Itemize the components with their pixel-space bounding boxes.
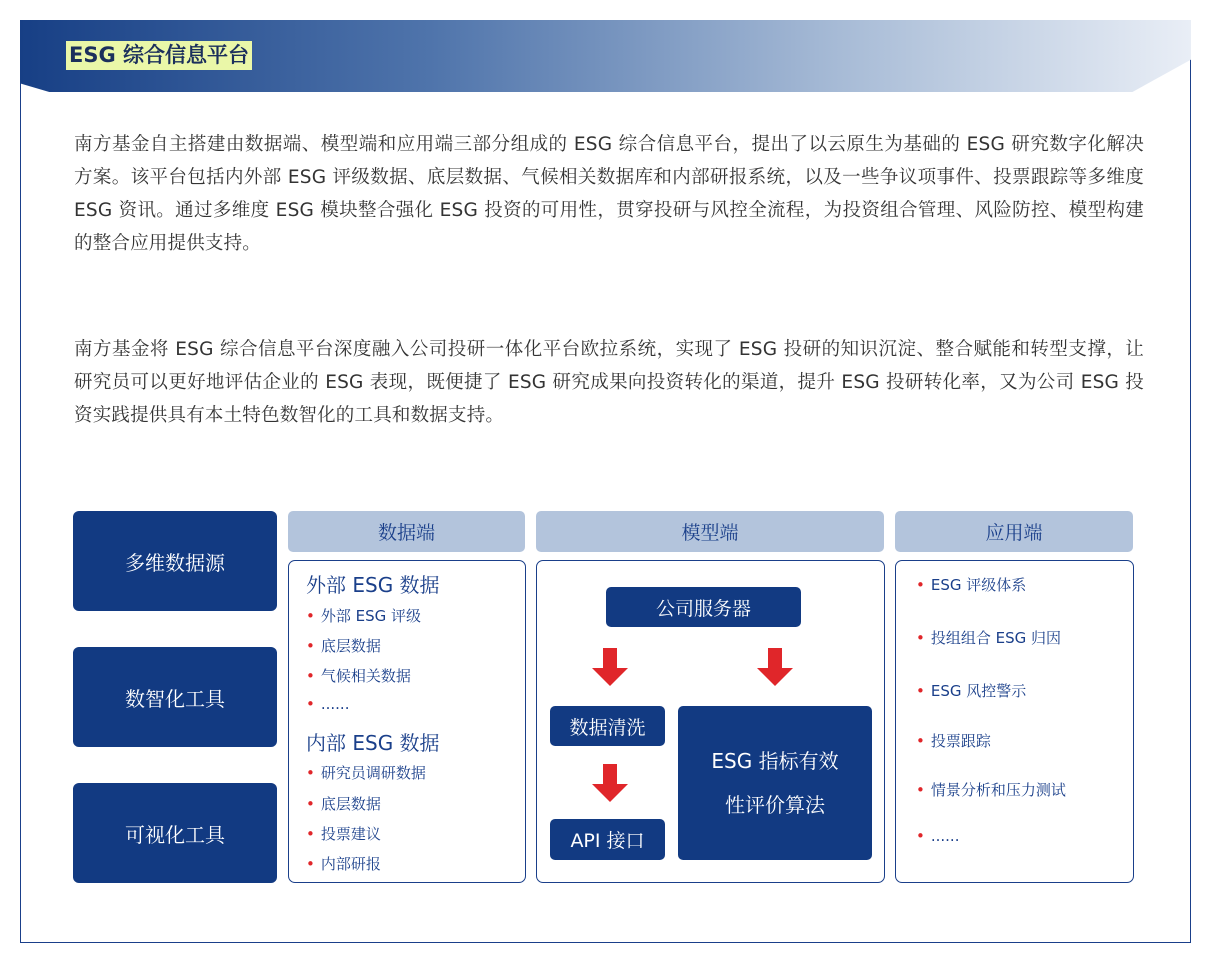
- app-item: • 投票跟踪: [916, 730, 991, 751]
- external-item: • ......: [306, 695, 349, 713]
- header-app-end: 应用端: [895, 511, 1133, 552]
- algorithm-line-2: 性评价算法: [725, 793, 825, 817]
- left-box-data-sources: 多维数据源: [73, 511, 277, 611]
- external-item: • 外部 ESG 评级: [306, 605, 421, 626]
- header-model-end: 模型端: [536, 511, 884, 552]
- internal-data-title: 内部 ESG 数据: [306, 731, 440, 755]
- left-box-visual-tools: 可视化工具: [73, 783, 277, 883]
- down-arrow-icon: [592, 648, 628, 686]
- internal-item: • 底层数据: [306, 793, 381, 814]
- header-data-end: 数据端: [288, 511, 525, 552]
- paragraph-1: 南方基金自主搭建由数据端、模型端和应用端三部分组成的 ESG 综合信息平台，提出了以云原生为基础的 ESG 研究数字化解决方案。该平台包括内外部 ESG 评级数据、底层数据、气候相关数据库和内部研报系统，以及一些争议项事件、投票跟踪等多维度 ESG 资讯。通过多维度 ESG 模块整合强化 ESG 投资的可用性，贯穿投研与风控全流程，为投资组合管理、风险防控、模型构建的整合应用提供支持。: [74, 134, 1144, 254]
- external-data-title: 外部 ESG 数据: [306, 573, 440, 597]
- server-box: 公司服务器: [606, 587, 801, 627]
- algorithm-line-1: ESG 指标有效: [711, 749, 839, 773]
- internal-item: • 研究员调研数据: [306, 762, 426, 783]
- algorithm-box: [678, 706, 872, 860]
- app-item: • 投组组合 ESG 归因: [916, 627, 1061, 648]
- app-item: • ESG 风控警示: [916, 680, 1026, 701]
- internal-item: • 投票建议: [306, 823, 381, 844]
- down-arrow-icon: [757, 648, 793, 686]
- external-item: • 气候相关数据: [306, 665, 411, 686]
- internal-item: • 内部研报: [306, 853, 381, 874]
- down-arrow-icon: [592, 764, 628, 802]
- api-box: API 接口: [550, 819, 665, 860]
- app-item: • ESG 评级体系: [916, 574, 1026, 595]
- app-item: • 情景分析和压力测试: [916, 779, 1066, 800]
- app-item: • ......: [916, 827, 959, 845]
- left-box-digital-tools: 数智化工具: [73, 647, 277, 747]
- external-item: • 底层数据: [306, 635, 381, 656]
- banner-title: ESG 综合信息平台: [66, 41, 252, 70]
- paragraph-2: 南方基金将 ESG 综合信息平台深度融入公司投研一体化平台欧拉系统，实现了 ESG 投研的知识沉淀、整合赋能和转型支撑，让研究员可以更好地评估企业的 ESG 表现，既便捷了 ESG 研究成果向投资转化的渠道，提升 ESG 投研转化率，又为公司 ESG 投资实践提供具有本土特色数智化的工具和数据支持。: [74, 339, 1144, 426]
- data-cleaning-box: 数据清洗: [550, 706, 665, 746]
